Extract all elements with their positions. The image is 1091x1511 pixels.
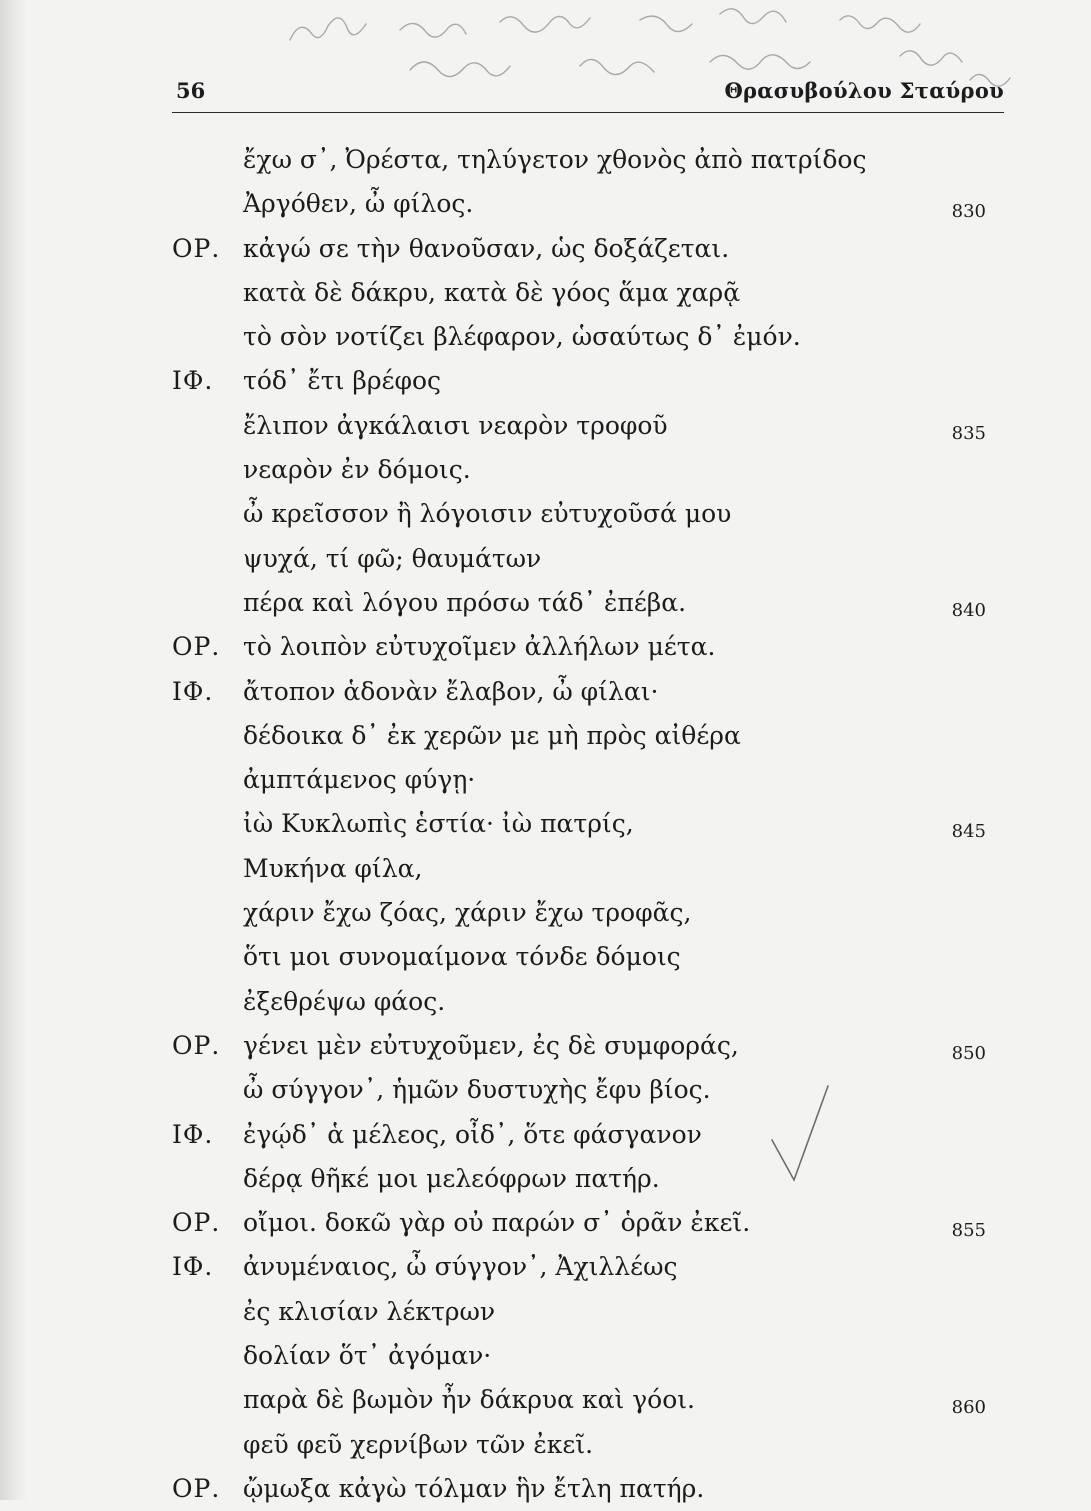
verse-line <box>172 1290 1004 1334</box>
verse-line-text: ἔχω σ᾽, Ὀρέστα, τηλύγετον χθονὸς ἀπὸ πατρίδος <box>243 145 867 174</box>
line-number: 845 <box>951 821 986 843</box>
verse-line-text: τὸ σὸν νοτίζει βλέφαρον, ὡσαύτως δ᾽ ἐμόν. <box>243 322 801 352</box>
verse-line <box>172 670 1004 714</box>
verse-line <box>172 1113 1004 1157</box>
verse-line-text: ἐγῴδ᾽ ἁ μέλεος, οἶδ᾽, ὅτε φάσγανον <box>243 1119 702 1149</box>
verse-line <box>172 359 1004 403</box>
verse-line <box>172 935 1004 979</box>
header-rule <box>172 112 1004 113</box>
verse-line <box>172 714 1004 758</box>
running-head: Θρασυβούλου Σταύρου <box>724 78 1004 103</box>
verse-line <box>172 492 1004 536</box>
verse-line-text: ὦ κρεῖσσον ἢ λόγοισιν εὐτυχοῦσά μου <box>243 499 732 529</box>
verse-line-text: φεῦ φεῦ χερνίβων τῶν ἐκεῖ. <box>243 1429 594 1459</box>
line-number: 860 <box>951 1397 986 1419</box>
verse-line-text: ἐς κλισίαν λέκτρων <box>243 1296 496 1326</box>
verse-line-text: τὸ λοιπὸν εὐτυχοῖμεν ἀλλήλων μέτα. <box>243 632 716 662</box>
verse-line <box>172 1467 1004 1511</box>
verse-line <box>172 581 1004 625</box>
verse-line <box>172 227 1004 271</box>
speaker-label: ΟΡ. <box>172 632 221 662</box>
speaker-label: ΙΦ. <box>172 676 214 706</box>
verse-line <box>172 537 1004 581</box>
verse-line <box>172 1245 1004 1289</box>
verse-line-text: παρὰ δὲ βωμὸν ἦν δάκρυα καὶ γόοι. <box>243 1385 695 1415</box>
line-number: 835 <box>951 422 986 444</box>
verse-line <box>172 625 1004 669</box>
verse-line-text: ἄτοπον ἁδονὰν ἔλαβον, ὦ φίλαι· <box>243 676 659 706</box>
speaker-label: ΙΦ. <box>172 1119 214 1149</box>
page-edge-shadow <box>0 0 28 1500</box>
verse-line <box>172 448 1004 492</box>
verse-line <box>172 891 1004 935</box>
verse-line <box>172 1334 1004 1378</box>
line-number: 840 <box>951 599 986 621</box>
speaker-label: ΙΦ. <box>172 1252 214 1282</box>
verse-line-text: ὅτι μοι συνομαίμονα τόνδε δόμοις <box>243 942 681 972</box>
verse-line-text: δέρᾳ θῆκέ μοι μελεόφρων πατήρ. <box>243 1163 660 1193</box>
speaker-label: ΟΡ. <box>172 1473 221 1503</box>
verse-line-text: ἀμπτάμενος φύγῃ· <box>243 765 476 795</box>
verse-line-text: ψυχά, τί φῶ; θαυμάτων <box>243 543 542 573</box>
verse-line-text: γένει μὲν εὐτυχοῦμεν, ἐς δὲ συμφοράς, <box>243 1030 739 1060</box>
verse-line-text: κἀγώ σε τὴν θανοῦσαν, ὡς δοξάζεται. <box>243 233 730 263</box>
verse-line <box>172 1378 1004 1422</box>
speaker-label: ΟΡ. <box>172 233 221 263</box>
line-number: 855 <box>951 1220 986 1242</box>
page-number: 56 <box>176 78 206 103</box>
verse-line-text: Ἀργόθεν, ὦ φίλος. <box>243 189 474 219</box>
verse-line <box>172 1024 1004 1068</box>
verse-line <box>172 980 1004 1024</box>
verse-line-text: ἀνυμέναιος, ὦ σύγγον᾽, Ἀχιλλέως <box>243 1252 678 1282</box>
verse-line <box>172 271 1004 315</box>
verse-line-text: κατὰ δὲ δάκρυ, κατὰ δὲ γόος ἅμα χαρᾷ <box>243 277 741 307</box>
verse-line <box>172 315 1004 359</box>
verse-line <box>172 1423 1004 1467</box>
verse-line <box>172 1201 1004 1245</box>
verse-line-text: ᾤμωξα κἀγὼ τόλμαν ἣν ἔτλη πατήρ. <box>243 1473 705 1503</box>
verse-line <box>172 802 1004 846</box>
verse-line-text: δολίαν ὅτ᾽ ἀγόμαν· <box>243 1341 492 1371</box>
verse-line <box>172 847 1004 891</box>
verse-text <box>172 138 1004 1511</box>
verse-line-text: οἴμοι. δοκῶ γὰρ οὐ παρών σ᾽ ὁρᾶν ἐκεῖ. <box>243 1208 751 1238</box>
verse-line-text: δέδοικα δ᾽ ἐκ χερῶν με μὴ πρὸς αἰθέρα <box>243 720 741 750</box>
verse-line <box>172 138 1004 182</box>
verse-line-text: ὦ σύγγον᾽, ἡμῶν δυστυχὴς ἔφυ βίος. <box>243 1075 711 1105</box>
verse-line-text: νεαρὸν ἐν δόμοις. <box>243 455 471 485</box>
speaker-label: ΟΡ. <box>172 1030 221 1060</box>
verse-line-text: πέρα καὶ λόγου πρόσω τάδ᾽ ἐπέβα. <box>243 587 687 617</box>
verse-line <box>172 758 1004 802</box>
verse-line <box>172 1157 1004 1201</box>
verse-line <box>172 182 1004 226</box>
verse-line-text: Μυκήνα φίλα, <box>243 853 423 883</box>
line-number: 850 <box>951 1042 986 1064</box>
line-number: 830 <box>951 201 986 223</box>
speaker-label: ΟΡ. <box>172 1208 221 1238</box>
verse-line-text: ἰὼ Κυκλωπὶς ἑστία· ἰὼ πατρίς, <box>243 809 634 839</box>
verse-line-text: ἐξεθρέψω φάος. <box>243 986 446 1016</box>
verse-line <box>172 1068 1004 1112</box>
verse-line-text: τόδ᾽ ἔτι βρέφος <box>243 366 442 396</box>
speaker-label: ΙΦ. <box>172 366 214 396</box>
verse-line <box>172 404 1004 448</box>
verse-line-text: ἔλιπον ἀγκάλαισι νεαρὸν τροφοῦ <box>243 410 668 440</box>
page-header <box>172 78 1004 112</box>
verse-line-text: χάριν ἔχω ζόας, χάριν ἔχω τροφᾶς, <box>243 898 692 928</box>
